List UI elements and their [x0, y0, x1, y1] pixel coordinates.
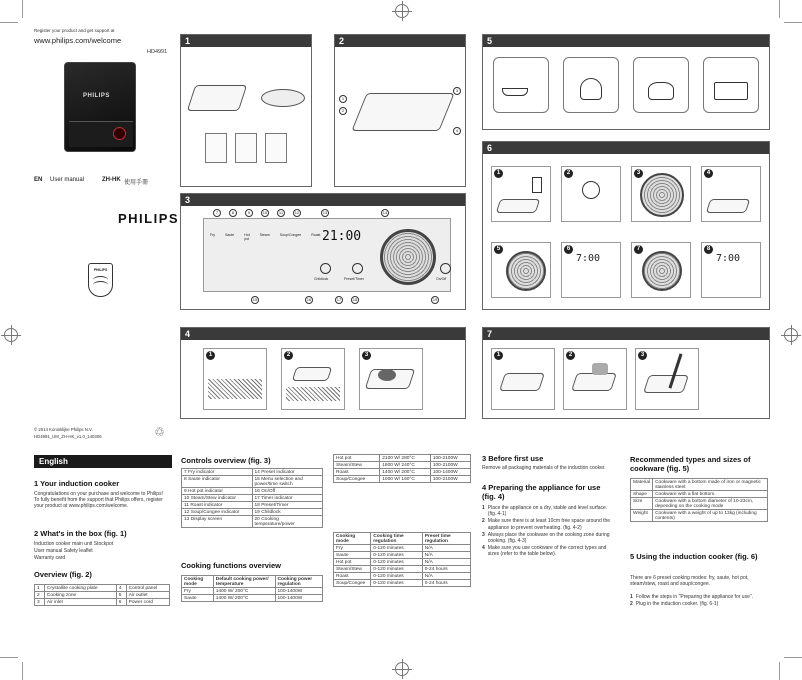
table-cell: 1400 W/ 200°C: [380, 469, 431, 476]
step-badge: 6: [564, 245, 573, 254]
cover-brand-mark: PHILIPS: [83, 93, 110, 99]
table-cell: 4: [116, 585, 126, 592]
table-cell: 12 Soup/Congee indicator: [182, 509, 253, 516]
table-cell: Saute: [334, 552, 371, 559]
table-row: [631, 491, 768, 498]
list-item: 2 Plug in the induction cooker. (fig. 6-1): [630, 601, 719, 608]
table-cell: 2: [35, 592, 45, 599]
box-item: User manual Safety leaflet: [34, 548, 93, 554]
table-cell: 0-120 minutes: [371, 566, 423, 573]
english-tab-label: English: [39, 457, 68, 466]
on-off-button-icon[interactable]: [440, 263, 451, 274]
safety-leaflet-illustration: [235, 133, 257, 163]
table-cell: N/A: [422, 545, 470, 552]
lang-zh-label: 使用手冊: [124, 180, 149, 186]
table-cell: Material: [631, 479, 653, 491]
table-cell: Cooking zone: [44, 592, 116, 599]
table-row: [182, 516, 323, 528]
table-row: [334, 469, 471, 476]
table-cell: 18 Preset/Timer: [252, 502, 323, 509]
figure-number: 7: [487, 329, 493, 339]
mode-label: Fry: [210, 233, 216, 237]
cover-knob-icon: [113, 127, 126, 140]
registration-mark-icon: [395, 662, 409, 676]
figure-1-panel: [180, 34, 312, 187]
user-manual-illustration: [205, 133, 227, 163]
table-cell: Soup/Congee: [334, 580, 371, 587]
step-badge: 1: [494, 169, 503, 178]
table-row: [334, 462, 471, 469]
table-row: [35, 592, 170, 599]
power-button-icon: [582, 181, 600, 199]
table-row: [334, 455, 471, 462]
mode-label: Hot pot: [244, 233, 250, 241]
table-row: [334, 552, 471, 559]
table-row: [182, 488, 323, 495]
button-label: Childlock: [314, 277, 329, 281]
table-cell: 7 Fry indicator: [182, 469, 253, 476]
crop-mark: [0, 657, 18, 658]
section-title: Cooking functions overview: [181, 561, 282, 570]
table-cell: Size: [631, 498, 653, 510]
control-dial-icon: [380, 229, 436, 285]
controls-table: [181, 468, 323, 528]
brand-wordmark: PHILIPS: [118, 211, 180, 226]
table-cell: Roast: [334, 469, 380, 476]
button-label: On/Off: [436, 277, 447, 281]
table-cell: 0-120 minutes: [371, 552, 423, 559]
figure-number: 3: [185, 195, 191, 205]
crop-mark: [779, 0, 780, 18]
box-item: Induction cooker main unit Stockpot: [34, 541, 114, 547]
table-cell: 15 Menu selection and power/time switch: [252, 476, 323, 488]
model-number: HD4991: [147, 49, 168, 55]
step-image: [635, 348, 699, 410]
table-cell: 14 Preset indicator: [252, 469, 323, 476]
figure-number: 4: [185, 329, 191, 339]
registration-mark-icon: [395, 4, 409, 18]
table-cell: 3: [35, 599, 45, 606]
table-cell: Air inlet: [44, 599, 116, 606]
table-cell: Saute: [182, 595, 214, 602]
overview-table: [34, 584, 170, 606]
step-badge: 4: [704, 169, 713, 178]
mode-label: Saute: [225, 233, 235, 237]
stockpot-illustration: [261, 89, 305, 107]
table-cell: Cookware with a bottom diameter of 10-23cm, depending on the cooking mode: [653, 498, 768, 510]
steps-list: [630, 594, 768, 607]
table-cell: 8 Saute indicator: [182, 476, 253, 488]
lang-en: EN: [34, 177, 43, 183]
step-badge: 3: [634, 169, 643, 178]
teapot-icon: [633, 57, 689, 113]
steps-list: [482, 505, 616, 558]
table-header: Default cooking power/ temperature: [213, 576, 275, 588]
table-cell: Steam/Stew: [334, 462, 380, 469]
step-image: [203, 348, 267, 410]
table-row: [334, 559, 471, 566]
table-cell: Fry: [334, 545, 371, 552]
figure-7-panel: [482, 327, 770, 419]
table-row: [35, 585, 170, 592]
table-row: [182, 588, 323, 595]
mode-label-row: [210, 233, 320, 241]
figure-number: 1: [185, 36, 191, 46]
cooking-time-table: [333, 532, 471, 587]
table-cell: N/A: [422, 552, 470, 559]
figure-number: 2: [339, 36, 345, 46]
list-item: 3 Always place the cookware on the cooking zone during cooking. (fig. 4-3): [482, 531, 610, 545]
step-image: [359, 348, 423, 410]
figure-3-panel: [180, 193, 466, 310]
callout: 8: [229, 209, 237, 217]
callout: 11: [278, 210, 284, 215]
registration-mark-icon: [4, 328, 18, 342]
table-cell: Roast: [334, 573, 371, 580]
english-tab: [34, 455, 172, 468]
step-image: [561, 242, 621, 298]
table-row: [631, 479, 768, 491]
table-cell: 16 On/Off: [252, 488, 323, 495]
step-badge: 2: [564, 169, 573, 178]
section-title: 2 What's in the box (fig. 1): [34, 529, 127, 538]
table-cell: 100-2100W: [430, 462, 470, 469]
cooker-illustration: [351, 93, 454, 131]
table-cell: N/A: [422, 573, 470, 580]
table-cell: Crystallite cooking plate: [44, 585, 116, 592]
crop-mark: [779, 662, 780, 680]
step-badge: 3: [362, 351, 371, 360]
step-image: [701, 242, 761, 298]
figure-5-panel: [482, 34, 770, 130]
list-item: 1 Follow the steps in "Preparing the appliance for use".: [630, 594, 754, 600]
cover-product-image: [64, 62, 136, 152]
step-badge: 1: [494, 351, 503, 360]
table-cell: Air outlet: [126, 592, 169, 599]
step-image: [631, 242, 691, 298]
callout: 4: [453, 127, 461, 135]
callout: 9: [245, 209, 253, 217]
table-cell: 100-1400W: [275, 595, 323, 602]
section-title: Overview (fig. 2): [34, 570, 92, 579]
philips-shield-icon: [88, 263, 113, 297]
table-cell: 1: [35, 585, 45, 592]
website-link[interactable]: www.philips.com/welcome: [34, 36, 122, 45]
section-title: Recommended types and sizes of cookware (fig. 5): [630, 455, 751, 473]
table-cell: Cookware with a flat bottom.: [653, 491, 768, 498]
table-cell: 100-2100W: [430, 455, 470, 462]
table-header: Cooking mode: [182, 576, 214, 588]
table-cell: Power cord: [126, 599, 169, 606]
table-cell: 19 Childlock: [252, 509, 323, 516]
callout: 12: [294, 210, 300, 215]
table-cell: 0-24 hours: [422, 566, 470, 573]
table-cell: 100-2100W: [430, 476, 470, 483]
table-row: [334, 545, 471, 552]
table-cell: 1400 W/ 200°C: [213, 595, 275, 602]
display-readout: 7:00: [716, 253, 741, 264]
section-title: 5 Using the induction cooker (fig. 6): [630, 552, 758, 561]
step-badge: 2: [284, 351, 293, 360]
step-badge: 1: [206, 351, 215, 360]
callout: 2: [339, 107, 347, 115]
display-readout: 7:00: [576, 253, 601, 264]
table-cell: Cookware with a bottom made of iron or magnetic stainless steel.: [653, 479, 768, 491]
recycle-icon: ♲: [154, 425, 165, 439]
step-badge: 5: [494, 245, 503, 254]
table-cell: 2100 W/ 280°C: [380, 455, 431, 462]
step-image: [491, 242, 551, 298]
table-row: [182, 476, 323, 488]
callout: 15: [252, 297, 258, 302]
table-cell: 0-120 minutes: [371, 559, 423, 566]
crop-mark: [0, 22, 18, 23]
cooking-dial-icon: [640, 173, 684, 217]
table-cell: Fry: [182, 588, 214, 595]
button-label: Preset/Timer: [344, 277, 364, 281]
step-badge: 2: [566, 351, 575, 360]
table-row: [334, 580, 471, 587]
cooker-illustration: [187, 85, 247, 111]
step-image: [563, 348, 627, 410]
shield-text: PHILIPS: [93, 268, 108, 272]
step-image: [491, 166, 551, 222]
preset-timer-button-icon[interactable]: [352, 263, 363, 274]
table-cell: 10 Steam/Stew indicator: [182, 495, 253, 502]
warranty-card-illustration: [265, 133, 287, 163]
cooking-functions-table: [181, 575, 323, 602]
callout: 1: [339, 95, 347, 103]
kettle-icon: [563, 57, 619, 113]
recommended-cookware-table: [630, 478, 768, 522]
table-cell: 0-120 minutes: [371, 573, 423, 580]
table-cell: 0-120 minutes: [371, 545, 423, 552]
box-item: Warranty card: [34, 555, 66, 561]
callout: 7: [213, 209, 221, 217]
table-row: [182, 509, 323, 516]
crop-mark: [22, 662, 23, 680]
step-badge: 8: [704, 245, 713, 254]
callout: 14: [382, 210, 388, 215]
cooking-dial-icon: [642, 251, 682, 291]
table-header-row: [182, 576, 323, 588]
step-image: [491, 348, 555, 410]
step-image: [281, 348, 345, 410]
section-title: Controls overview (fig. 3): [181, 456, 271, 465]
figure-6-panel: [482, 141, 770, 310]
table-cell: 100-1400W: [275, 588, 323, 595]
mode-label: Steam: [259, 233, 270, 237]
list-item: 1 Place the appliance on a dry, stable and level surface. (fig. 4-1): [482, 505, 608, 518]
table-cell: 1400 W/ 200°C: [213, 588, 275, 595]
table-cell: 1800 W/ 240°C: [380, 462, 431, 469]
table-cell: 9 Hot pot indicator: [182, 488, 253, 495]
cooking-power-table: [333, 454, 471, 483]
power-socket-icon: [532, 177, 542, 193]
table-row: [631, 510, 768, 522]
mode-label: Roast: [311, 233, 321, 237]
table-cell: Shape: [631, 491, 653, 498]
list-item: 4 Make sure you use cookware of the correct types and sizes (refer to the table below).: [482, 545, 607, 558]
mode-label: Soup/Congee: [279, 233, 302, 237]
table-header: Cooking time regulation: [371, 533, 423, 545]
table-row: [182, 502, 323, 509]
section-title: 1 Your induction cooker: [34, 479, 120, 488]
table-cell: Hot pot: [334, 559, 371, 566]
step-image: [631, 166, 691, 222]
lang-en-label: User manual: [50, 177, 85, 183]
table-row: [334, 476, 471, 483]
section-body: Congratulations on your purchase and welcome to Philips! To fully benefit from the support that Philips offers, register your product at www.philips.com/welcome.: [34, 491, 163, 510]
table-cell: Control panel: [126, 585, 169, 592]
section-body: Remove all packaging materials of the induction cooker.: [482, 465, 606, 471]
callout: 3: [453, 87, 461, 95]
figure-2-panel: [334, 34, 466, 187]
table-row: [182, 469, 323, 476]
shield-wave: [93, 281, 108, 289]
childlock-button-icon[interactable]: [320, 263, 331, 274]
table-cell: 6: [116, 599, 126, 606]
callout: 17: [336, 297, 342, 302]
document-code: HD4991_UM_ZH-HK_v1.0_140306: [34, 434, 102, 439]
callout: 16: [306, 297, 312, 302]
table-cell: Hot pot: [334, 455, 380, 462]
stockpot-icon: [703, 57, 759, 113]
table-cell: Steam/Stew: [334, 566, 371, 573]
table-row: [334, 566, 471, 573]
level-surface-illustration: [208, 379, 262, 399]
table-cell: 0-24 hours: [422, 580, 470, 587]
table-cell: Cookware with a weight of up to 13kg (including contents): [653, 510, 768, 522]
table-header: Preset time regulation: [422, 533, 470, 545]
section-title: 4 Preparing the appliance for use (fig. 4): [482, 483, 601, 501]
callout: 18: [352, 297, 358, 302]
table-cell: 100-1400W: [430, 469, 470, 476]
table-cell: 1000 W/ 160°C: [380, 476, 431, 483]
step-image: [561, 166, 621, 222]
table-header: Cooking power regulation: [275, 576, 323, 588]
table-header: Cooking mode: [334, 533, 371, 545]
step-image: [701, 166, 761, 222]
table-cell: Weight: [631, 510, 653, 522]
table-cell: 17 Timer indicator: [252, 495, 323, 502]
table-row: [631, 498, 768, 510]
table-cell: 20 Cooking temperature/power: [252, 516, 323, 528]
crop-mark: [784, 657, 802, 658]
table-cell: 11 Roast indicator: [182, 502, 253, 509]
crop-mark: [22, 0, 23, 18]
display-screen: 21:00: [322, 229, 362, 244]
figure-4-panel: [180, 327, 466, 419]
table-row: [35, 599, 170, 606]
table-row: [334, 573, 471, 580]
register-text: Register your product and get support at: [34, 28, 115, 33]
table-cell: 13 Display screen: [182, 516, 253, 528]
table-header-row: [334, 533, 471, 545]
table-row: [182, 595, 323, 602]
callout: 19: [432, 297, 438, 302]
table-cell: N/A: [422, 559, 470, 566]
control-panel-diagram: [203, 218, 451, 292]
copyright: © 2014 Koninklijke Philips N.V.: [34, 427, 93, 432]
cooking-dial-icon: [506, 251, 546, 291]
list-item: 2 Make sure there is at least 10cm free space around the appliance to prevent overheating. (fig. 4-2): [482, 518, 611, 531]
section-title: 3 Before first use: [482, 454, 544, 463]
step-badge: 7: [634, 245, 643, 254]
step-badge: 3: [638, 351, 647, 360]
callout: 10: [262, 210, 268, 215]
registration-mark-icon: [784, 328, 798, 342]
figure-number: 5: [487, 36, 493, 46]
table-row: [182, 495, 323, 502]
section-body: There are 6 preset cooking modes: fry, saute, hot pot, steam/stew, roast and soup/congee.: [630, 575, 749, 588]
crop-mark: [784, 22, 802, 23]
table-cell: 5: [116, 592, 126, 599]
frying-pan-icon: [493, 57, 549, 113]
lang-zh: ZH-HK: [102, 177, 121, 183]
figure-number: 6: [487, 143, 493, 153]
table-cell: 0-120 minutes: [371, 580, 423, 587]
cleaning-cloth-icon: [592, 363, 608, 375]
callout: 13: [322, 210, 328, 215]
table-cell: Soup/Congee: [334, 476, 380, 483]
